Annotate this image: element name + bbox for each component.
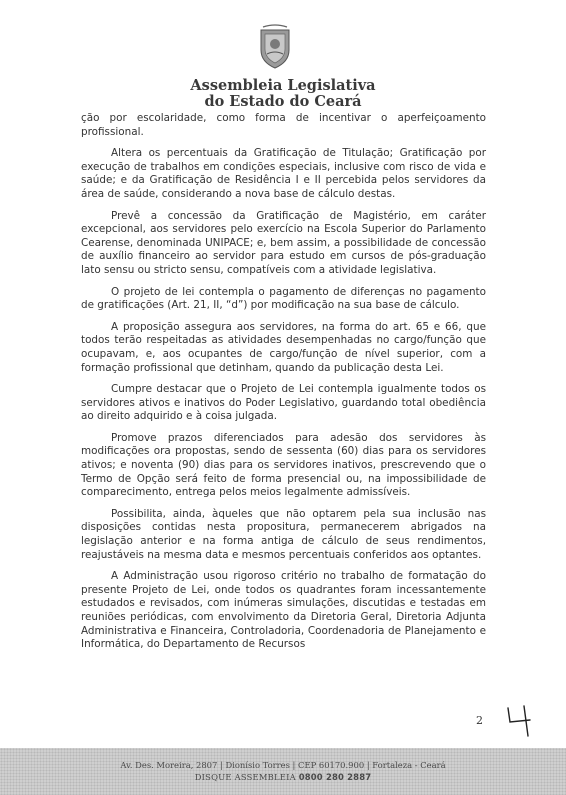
- page-number: 2: [476, 714, 483, 727]
- paragraph: ção por escolaridade, como forma de incentivar o aperfeiçoamento profissional.: [81, 112, 486, 138]
- document-body: [81, 112, 486, 652]
- footer-hotline: [0, 772, 566, 782]
- paragraph: Cumpre destacar que o Projeto de Lei contempla igualmente todos os servidores ativos e inativos do Poder Legislativo, guardando total obediência ao direito adquirido e à coisa julgada.: [81, 383, 486, 423]
- paragraph: A Administração usou rigoroso critério no trabalho de formatação do presente Projeto de Lei, onde todos os quadrantes foram incessantemente estudados e revisados, com inúmeras simulações, discutidas e testadas em reuniões periódicas, com envolvimento da Diretoria Geral, Diretoria Adjunta Administrativa e Financeira, Controladoria, Coordenadoria de Planejamento e Informática, do Departamento de Recursos: [81, 570, 486, 651]
- paragraph: O projeto de lei contempla o pagamento de diferenças no pagamento de gratificações (Art. 21, II, “d”) por modificação na sua base de cálculo.: [81, 285, 486, 312]
- paragraph: Prevê a concessão da Gratificação de Magistério, em caráter excepcional, aos servidores pelo exercício na Escola Superior do Parlamento Cearense, denominada UNIPACE; e, bem assim, a possibilidade de concessão de auxílio financeiro ao servidor para estudo em cursos de pós-graduação lato sensu ou stricto sensu, compatíveis com a atividade legislativa.: [81, 209, 486, 276]
- footer-address: Av. Des. Moreira, 2807 | Dionísio Torres | CEP 60170.900 | Fortaleza - Ceará: [120, 760, 446, 770]
- paragraph: Possibilita, ainda, àqueles que não optarem pela sua inclusão nas disposições contidas nesta propositura, permanecerem abrigados na legislação anterior e na forma antiga de cálculo de seus rendimentos, reajustáveis na mesma data e mesmos percentuais conferidos aos optantes.: [81, 507, 486, 561]
- footer: [0, 748, 566, 795]
- institution-name-line1: Assembleia Legislativa: [190, 77, 376, 94]
- paragraph: Promove prazos diferenciados para adesão dos servidores às modificações ora propostas, sendo de sessenta (60) dias para os servidores ativos; e noventa (90) dias para os servidores inativos, prescrevendo que o Termo de Opção será feito de forma presencial ou, na impossibilidade de comparecimento, entrega pelos meios legalmente admissíveis.: [81, 431, 486, 499]
- hotline-label: DISQUE ASSEMBLEIA: [194, 772, 296, 782]
- paragraph: Altera os percentuais da Gratificação de Titulação; Gratificação por execução de trabalhos em condições especiais, inclusive com risco de vida e saúde; e da Gratificação de Residência I e II percebida pelos servidores da área de saúde, considerando a nova base de cálculo destas.: [81, 147, 486, 200]
- paragraph: A proposição assegura aos servidores, na forma do art. 65 e 66, que todos terão respeitadas as atividades desempenhadas no cargo/função que ocupavam, e, aos ocupantes de cargo/função de nível superior, com a formação profissional que detinham, quando da publicação desta Lei.: [81, 320, 486, 374]
- institution-name-line2: do Estado do Ceará: [204, 93, 362, 110]
- handwritten-page-mark: [504, 702, 534, 738]
- state-coat-of-arms-icon: [257, 24, 293, 70]
- hotline-number: 0800 280 2887: [298, 772, 372, 782]
